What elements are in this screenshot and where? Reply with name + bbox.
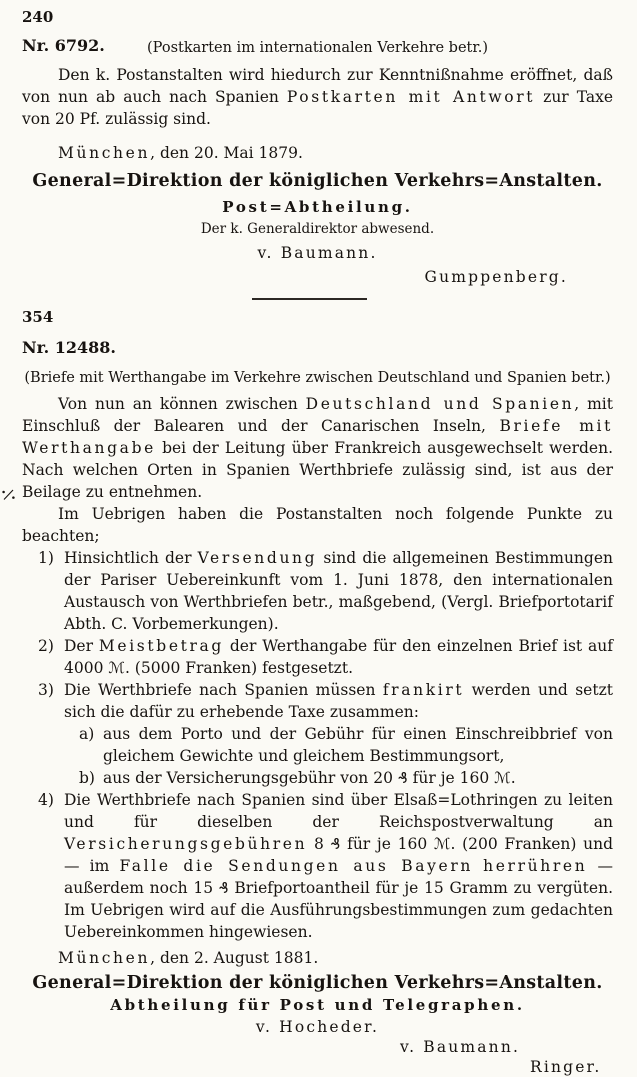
list-item-2-text: Der Meistbetrag der Werthangabe für den einzelnen Brief ist auf 4000 ℳ. (5000 Franken) festgesetzt. bbox=[64, 637, 614, 677]
sublist-item-b-text: aus der Versicherungsgebühr von 20 ₰ für je 160 ℳ. bbox=[103, 769, 516, 787]
notice1-number: Nr. 6792. bbox=[22, 36, 105, 55]
list-item-4-text: Die Werthbriefe nach Spanien sind über Elsaß=Lothringen zu leiten und für dieselben der Reichspostverwaltung an Versicherungsgebühren 8 ₰ für je 160 ℳ. (200 Franken) und — im Falle die Sendungen aus Bayern herrühren — außerdem noch 15 ₰ Briefportoantheil für je 15 Gramm zu vergüten. Im Uebrigen wird auf die Ausführungsbestimmungen zum gedachten Uebereinkommen hingewiesen. bbox=[64, 791, 613, 941]
notice2-paragraph1-text: Von nun an können zwischen Deutschland und Spanien, mit Einschluß der Balearen und der Canarischen Inseln, Briefe mit Werthangabe bei der Leitung über Frankreich ausgewechselt werden. Nach welchen Orten in Spanien Werthbriefe zulässig sind, ist aus der Beilage zu entnehmen. bbox=[22, 395, 613, 501]
list-item-1-marker: 1) bbox=[38, 549, 54, 567]
notice2-header-row bbox=[22, 338, 613, 362]
notice1-signature-gumppenberg: Gumppenberg. bbox=[424, 268, 568, 286]
page-number-354: 354 bbox=[22, 308, 54, 326]
list-item-3-text: Die Werthbriefe nach Spanien müssen frankirt werden und setzt sich die dafür zu erhebende Taxe zusammen: bbox=[64, 681, 613, 721]
notice2-number: Nr. 12488. bbox=[22, 338, 116, 357]
notice2-signature-baumann: v. Baumann. bbox=[400, 1038, 521, 1056]
list-item-2-marker: 2) bbox=[38, 637, 54, 655]
notice1-signature-baumann: v. Baumann. bbox=[257, 244, 378, 262]
notice2-subject: (Briefe mit Werthangabe im Verkehre zwischen Deutschland und Spanien betr.) bbox=[24, 370, 611, 386]
list-item-3 bbox=[38, 679, 613, 789]
notice1-org-heading: General=Direktion der königlichen Verkehrs=Anstalten. bbox=[32, 171, 603, 191]
notice2-dateline: München, den 2. August 1881. bbox=[58, 949, 319, 967]
notice1-subject: (Postkarten im internationalen Verkehre betr.) bbox=[147, 40, 488, 56]
list-item-1 bbox=[38, 547, 613, 635]
notice2-item-list bbox=[38, 547, 613, 943]
section-divider bbox=[252, 298, 367, 300]
notice1-header-row bbox=[22, 36, 613, 60]
sublist-item-a-text: aus dem Porto und der Gebühr für einen Einschreibbrief von gleichem Gewichte und gleichem Bestimmungsort, bbox=[103, 725, 613, 765]
notice1-dept-heading: Post=Abtheilung. bbox=[222, 198, 413, 216]
notice2-paragraph2: Im Uebrigen haben die Postanstalten noch folgende Punkte zu beachten; bbox=[22, 505, 613, 545]
sublist-item-b-marker: b) bbox=[79, 769, 95, 787]
list-item-3-body bbox=[64, 679, 613, 789]
notice2-paragraph1 bbox=[22, 393, 613, 503]
notice1-absence-note: Der k. Generaldirektor abwesend. bbox=[200, 221, 435, 237]
list-item-1-text: Hinsichtlich der Versendung sind die allgemeinen Bestimmungen der Pariser Uebereinkunft vom 1. Juni 1878, den internationalen Austausch von Werthbriefen betr., maßgebend, (Vergl. Briefportotarif Abth. C. Vorbemerkungen). bbox=[64, 549, 613, 633]
sublist-item-b bbox=[79, 767, 613, 789]
list-item-3-sublist bbox=[79, 723, 613, 789]
commercial-minus-icon bbox=[1, 488, 16, 502]
notice2-dept-heading: Abtheilung für Post und Telegraphen. bbox=[110, 996, 525, 1014]
sublist-item-a bbox=[79, 723, 613, 767]
sublist-item-a-marker: a) bbox=[79, 725, 95, 743]
notice1-dateline: München, den 20. Mai 1879. bbox=[58, 144, 303, 162]
notice2-org-heading: General=Direktion der königlichen Verkehrs=Anstalten. bbox=[32, 973, 603, 993]
page-number-240: 240 bbox=[22, 8, 54, 26]
notice2-signature-ringer: Ringer. bbox=[530, 1058, 602, 1076]
notice2-signature-hocheder: v. Hocheder. bbox=[255, 1018, 380, 1036]
list-item-4 bbox=[38, 789, 613, 943]
list-item-4-marker: 4) bbox=[38, 791, 54, 809]
list-item-2 bbox=[38, 635, 613, 679]
list-item-3-marker: 3) bbox=[38, 681, 54, 699]
notice1-paragraph: Den k. Postanstalten wird hiedurch zur Kenntnißnahme eröffnet, daß von nun ab auch nach Spanien Postkarten mit Antwort zur Taxe von 20 Pf. zulässig sind. bbox=[22, 66, 614, 128]
